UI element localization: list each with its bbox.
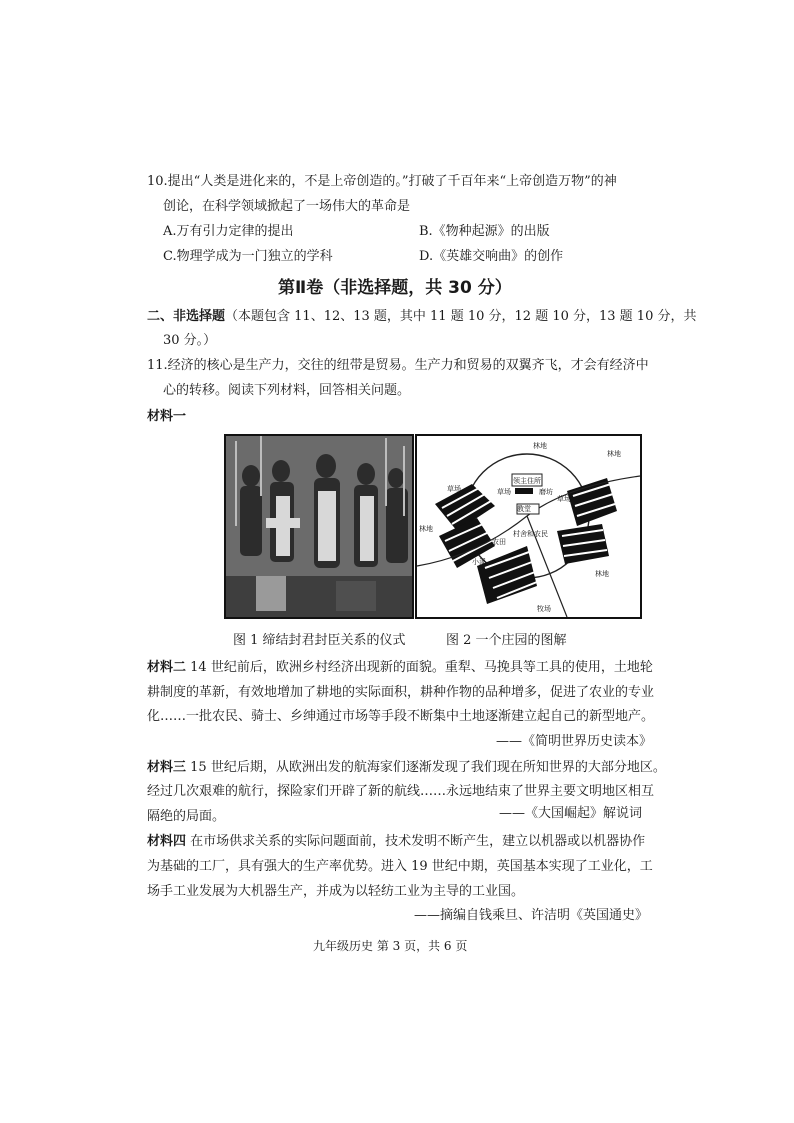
map-forest-left: 林地 (419, 525, 433, 533)
section2-title: 第Ⅱ卷（非选择题，共 30 分） (278, 278, 512, 298)
map-stream: 小溪 (472, 558, 486, 566)
material3-line3: 隔绝的局面。 (147, 809, 226, 824)
map-pasture-2: 草场 (497, 488, 511, 496)
section2-desc-line2: 30 分。） (163, 333, 217, 348)
q11-stem-line1: 11.经济的核心是生产力，交往的纽带是贸易。生产力和贸易的双翼齐飞，才会有经济中 (147, 358, 649, 373)
material4-line3: 场手工业发展为大机器生产，并成为以轻纺工业为主导的工业国。 (147, 884, 525, 899)
material3-line1: 15 世纪后期，从欧洲出发的航海家们逐渐发现了我们现在所知世界的大部分地区。 (186, 760, 666, 775)
map-pasture-3: 草场 (557, 495, 571, 503)
material3-label: 材料三 (147, 760, 187, 775)
figure1-caption: 图 1 缔结封君封臣关系的仪式 (233, 633, 406, 648)
section2-desc-line1: （本题包含 11、12、13 题，其中 11 题 10 分，12 题 10 分，13 题 10 分，共 (225, 309, 697, 324)
map-pasture-1: 草场 (447, 485, 461, 493)
q10-stem-line1: 10.提出“人类是进化来的，不是上帝创造的。”打破了千百年来“上帝创造万物”的神 (147, 174, 617, 189)
q10-option-b: B.《物种起源》的出版 (419, 224, 550, 239)
section2-heading: 二、非选择题 (147, 309, 226, 324)
q10-option-d: D.《英雄交响曲》的创作 (419, 249, 564, 264)
q10-option-c: C.物理学成为一门独立的学科 (163, 249, 333, 264)
material2-line1: 14 世纪前后，欧洲乡村经济出现新的面貌。重犁、马挽具等工具的使用，土地轮 (186, 660, 653, 675)
page-footer: 九年级历史 第 3 页，共 6 页 (313, 939, 468, 953)
map-village: 村舍和农民 (513, 530, 548, 538)
map-forest-top: 林地 (533, 442, 547, 450)
material1-label: 材料一 (147, 409, 187, 424)
q10-option-a: A.万有引力定律的提出 (163, 224, 294, 239)
q11-stem-line2: 心的转移。阅读下列材料，回答相关问题。 (163, 383, 411, 398)
figure1-ceremony-image (224, 434, 414, 619)
vassalage-ceremony-illustration (226, 436, 412, 617)
figure2-caption: 图 2 一个庄园的图解 (446, 633, 567, 648)
material3-source: ——《大国崛起》解说词 (499, 806, 643, 821)
material3-line2: 经过几次艰难的航行，探险家们开辟了新的航线……永远地结束了世界主要文明地区相互 (147, 784, 655, 799)
map-pasture-bottom: 牧场 (537, 605, 551, 613)
map-forest-right: 林地 (607, 450, 621, 458)
map-manor-house: 领主住所 (513, 477, 541, 485)
figure2-manor-map (415, 434, 642, 619)
map-farm: 农田 (492, 538, 506, 546)
map-mill: 磨坊 (539, 488, 553, 496)
material4-line1: 在市场供求关系的实际问题面前，技术发明不断产生，建立以机器或以机器协作 (186, 834, 646, 849)
q10-stem-line2: 创论，在科学领域掀起了一场伟大的革命是 (163, 199, 411, 214)
map-forest-bottom: 林地 (595, 570, 609, 578)
material4-label: 材料四 (147, 834, 187, 849)
material2-line2: 耕制度的革新，有效地增加了耕地的实际面积，耕种作物的品种增多，促进了农业的专业 (147, 685, 655, 700)
material2-source: ——《简明世界历史读本》 (496, 734, 653, 749)
map-church: 教堂 (517, 505, 531, 513)
material2-label: 材料二 (147, 660, 187, 675)
material4-line2: 为基础的工厂，具有强大的生产率优势。进入 19 世纪中期，英国基本实现了工业化，工 (147, 859, 653, 874)
material2-line3: 化……一批农民、骑士、乡绅通过市场等手段不断集中土地逐渐建立起自己的新型地产。 (147, 709, 655, 724)
material4-source: ——摘编自钱乘旦、许洁明《英国通史》 (414, 908, 649, 923)
manor-diagram (417, 436, 640, 617)
